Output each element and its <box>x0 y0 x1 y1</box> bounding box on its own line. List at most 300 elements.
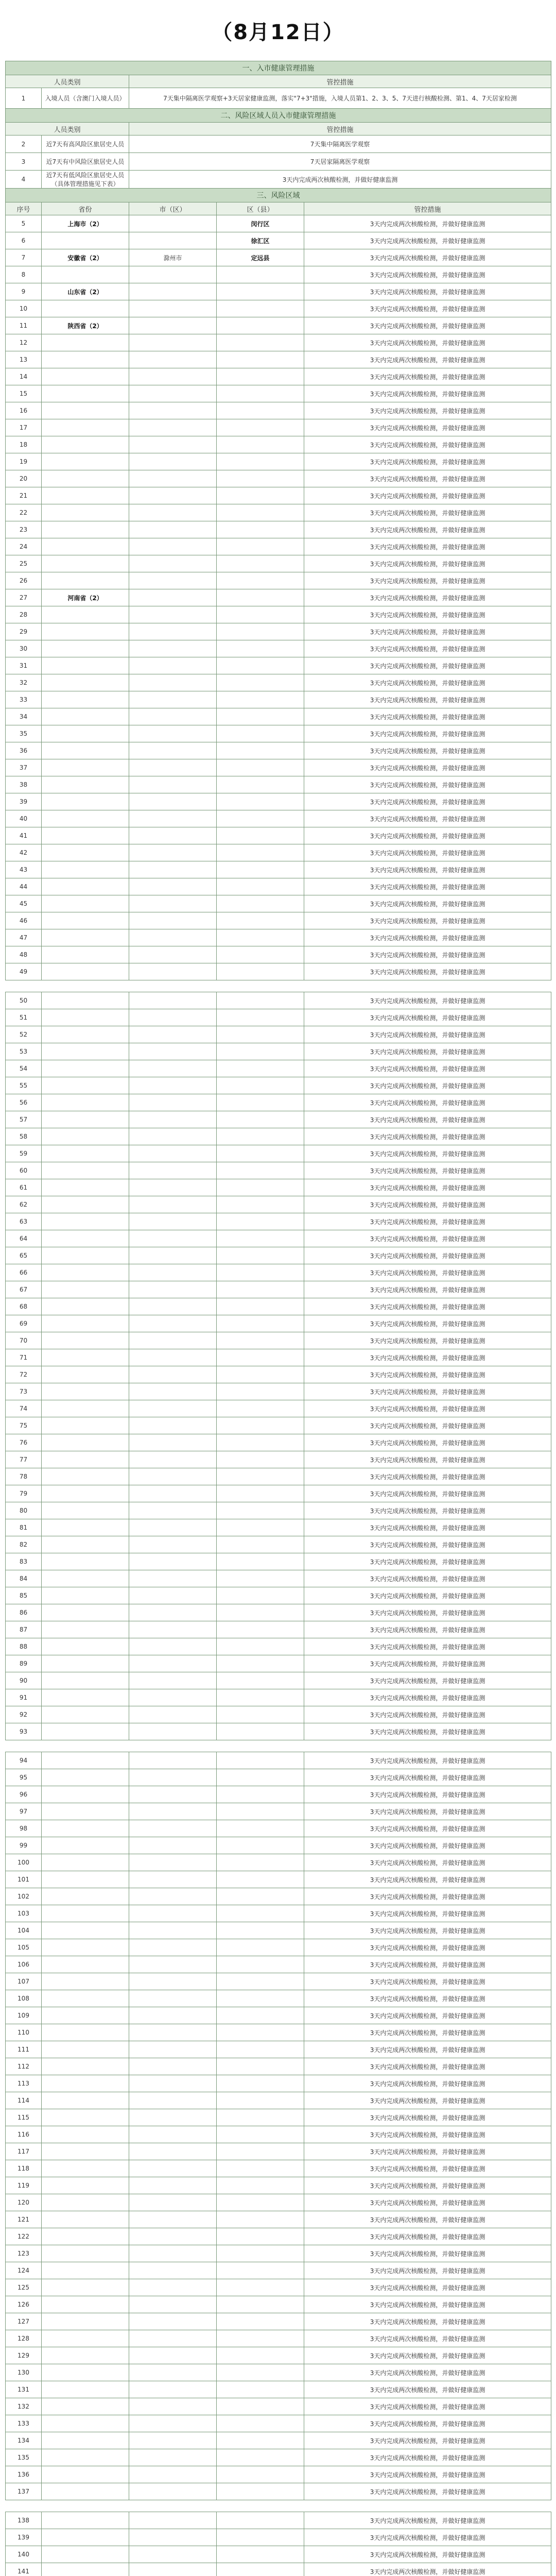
row-index: 136 <box>6 2466 42 2483</box>
table-row <box>6 963 551 980</box>
control-measure: 3天内完成两次核酸检测，并做好健康监测 <box>304 470 551 487</box>
district <box>217 1905 304 1922</box>
table-row <box>6 2007 551 2024</box>
row-index: 4 <box>6 171 42 189</box>
province <box>42 2432 129 2449</box>
control-measure: 3天内完成两次核酸检测，并做好健康监测 <box>304 946 551 963</box>
control-measure: 3天内完成两次核酸检测，并做好健康监测 <box>304 1468 551 1485</box>
table-row <box>6 1956 551 1973</box>
control-measure: 7天居家隔离医学观察 <box>129 153 551 171</box>
district <box>217 1723 304 1740</box>
province <box>42 2512 129 2529</box>
control-measure: 3天内完成两次核酸检测，并做好健康监测 <box>304 1060 551 1077</box>
row-index: 93 <box>6 1723 42 1740</box>
province <box>42 827 129 844</box>
city <box>129 538 217 555</box>
city <box>129 657 217 674</box>
table-row <box>6 1905 551 1922</box>
table-row <box>6 1723 551 1740</box>
control-measure: 3天内完成两次核酸检测，并做好健康监测 <box>304 1570 551 1587</box>
row-index: 59 <box>6 1145 42 1162</box>
province <box>42 334 129 351</box>
row-index: 133 <box>6 2415 42 2432</box>
table-row <box>6 1854 551 1871</box>
province <box>42 2415 129 2432</box>
row-index: 55 <box>6 1077 42 1094</box>
row-index: 48 <box>6 946 42 963</box>
province <box>42 1769 129 1786</box>
table-row <box>6 2529 551 2546</box>
district <box>217 1769 304 1786</box>
table-row <box>6 742 551 759</box>
district <box>217 1621 304 1638</box>
row-index: 13 <box>6 351 42 368</box>
row-index: 37 <box>6 759 42 776</box>
province <box>42 640 129 657</box>
city <box>129 215 217 232</box>
row-index: 23 <box>6 521 42 538</box>
row-index: 50 <box>6 992 42 1009</box>
control-measure: 3天内完成两次核酸检测，并做好健康监测 <box>304 1196 551 1213</box>
province <box>42 2466 129 2483</box>
province <box>42 1672 129 1689</box>
row-index: 138 <box>6 2512 42 2529</box>
province <box>42 1196 129 1213</box>
table-row <box>6 2092 551 2109</box>
section-label: 三、风险区域 <box>6 189 551 202</box>
district <box>217 691 304 708</box>
city <box>129 1604 217 1621</box>
city <box>129 1655 217 1672</box>
control-measure: 7天集中隔离医学观察+3天居家健康监测，落实"7+3"措施，入境人员第1、2、3、5、7天进行核酸检测、第1、4、7天居家检测 <box>129 88 551 109</box>
column-header: 省份 <box>42 202 129 215</box>
row-index: 90 <box>6 1672 42 1689</box>
row-index: 117 <box>6 2143 42 2160</box>
district <box>217 402 304 419</box>
row-index: 14 <box>6 368 42 385</box>
table-row <box>6 776 551 793</box>
control-measure: 3天内完成两次核酸检测，并做好健康监测 <box>304 2432 551 2449</box>
control-measure: 3天内完成两次核酸检测，并做好健康监测 <box>304 1502 551 1519</box>
city <box>129 2364 217 2381</box>
province <box>42 2381 129 2398</box>
province <box>42 1111 129 1128</box>
control-measure: 3天内完成两次核酸检测，并做好健康监测 <box>304 1349 551 1366</box>
control-measure: 3天内完成两次核酸检测，并做好健康监测 <box>304 1752 551 1769</box>
district <box>217 1752 304 1769</box>
control-measure: 3天内完成两次核酸检测，并做好健康监测 <box>304 2075 551 2092</box>
province <box>42 2364 129 2381</box>
province <box>42 1706 129 1723</box>
column-header-row <box>6 75 551 88</box>
gap-cell <box>6 2500 551 2512</box>
district <box>217 1196 304 1213</box>
control-measure: 3天内完成两次核酸检测，并做好健康监测 <box>304 300 551 317</box>
row-index: 9 <box>6 283 42 300</box>
district <box>217 742 304 759</box>
page-gap <box>6 1740 551 1752</box>
district <box>217 963 304 980</box>
province <box>42 1973 129 1990</box>
district <box>217 521 304 538</box>
district <box>217 2024 304 2041</box>
control-measure: 3天内完成两次核酸检测，并做好健康监测 <box>304 2211 551 2228</box>
city <box>129 2177 217 2194</box>
city <box>129 2398 217 2415</box>
city <box>129 368 217 385</box>
table-row <box>6 1060 551 1077</box>
control-measure: 3天内完成两次核酸检测，并做好健康监测 <box>304 895 551 912</box>
page-gap <box>6 980 551 992</box>
row-index: 74 <box>6 1400 42 1417</box>
table-row <box>6 2143 551 2160</box>
district <box>217 2143 304 2160</box>
city <box>129 606 217 623</box>
city <box>129 572 217 589</box>
city <box>129 1536 217 1553</box>
province <box>42 1060 129 1077</box>
table-row <box>6 470 551 487</box>
table-row <box>6 1383 551 1400</box>
control-measure: 3天内完成两次核酸检测，并做好健康监测 <box>304 1519 551 1536</box>
person-category: 入境人员（含澳门入境人员） <box>42 88 129 109</box>
row-index: 107 <box>6 1973 42 1990</box>
row-index: 44 <box>6 878 42 895</box>
district <box>217 2228 304 2245</box>
table-row <box>6 2109 551 2126</box>
province: 上海市（2） <box>42 215 129 232</box>
city <box>129 1973 217 1990</box>
province <box>42 436 129 453</box>
table-row <box>6 1434 551 1451</box>
control-measure: 3天内完成两次核酸检测，并做好健康监测 <box>304 2546 551 2563</box>
control-measure: 3天内完成两次核酸检测，并做好健康监测 <box>304 436 551 453</box>
province <box>42 1434 129 1451</box>
province: 陕西省（2） <box>42 317 129 334</box>
district <box>217 453 304 470</box>
table-row <box>6 1043 551 1060</box>
district <box>217 2313 304 2330</box>
city <box>129 2546 217 2563</box>
province <box>42 2143 129 2160</box>
row-index: 119 <box>6 2177 42 2194</box>
province: 河南省（2） <box>42 589 129 606</box>
city <box>129 912 217 929</box>
province <box>42 623 129 640</box>
control-measure: 3天内完成两次核酸检测，并做好健康监测 <box>304 623 551 640</box>
table-row <box>6 1803 551 1820</box>
control-measure: 3天内完成两次核酸检测，并做好健康监测 <box>304 266 551 283</box>
row-index: 6 <box>6 232 42 249</box>
row-index: 19 <box>6 453 42 470</box>
district <box>217 2347 304 2364</box>
district <box>217 1604 304 1621</box>
table-row <box>6 2126 551 2143</box>
control-measure: 3天内完成两次核酸检测，并做好健康监测 <box>304 1604 551 1621</box>
table-row <box>6 402 551 419</box>
province <box>42 1536 129 1553</box>
row-index: 2 <box>6 135 42 153</box>
province <box>42 2041 129 2058</box>
row-index: 88 <box>6 1638 42 1655</box>
control-measure: 3天内完成两次核酸检测，并做好健康监测 <box>304 521 551 538</box>
district <box>217 1689 304 1706</box>
province <box>42 1939 129 1956</box>
row-index: 35 <box>6 725 42 742</box>
district <box>217 538 304 555</box>
province <box>42 232 129 249</box>
row-index: 92 <box>6 1706 42 1723</box>
control-measure: 3天内完成两次核酸检测，并做好健康监测 <box>304 283 551 300</box>
district <box>217 1332 304 1349</box>
district <box>217 419 304 436</box>
district <box>217 1145 304 1162</box>
district <box>217 1434 304 1451</box>
province <box>42 1854 129 1871</box>
row-index: 75 <box>6 1417 42 1434</box>
city <box>129 2126 217 2143</box>
row-index: 60 <box>6 1162 42 1179</box>
district <box>217 2512 304 2529</box>
district <box>217 555 304 572</box>
province <box>42 1145 129 1162</box>
row-index: 128 <box>6 2330 42 2347</box>
row-index: 33 <box>6 691 42 708</box>
table-row <box>6 1706 551 1723</box>
city <box>129 2313 217 2330</box>
district <box>217 1400 304 1417</box>
city <box>129 266 217 283</box>
province <box>42 1349 129 1366</box>
province <box>42 572 129 589</box>
table-row <box>6 810 551 827</box>
province <box>42 793 129 810</box>
table-row <box>6 334 551 351</box>
table-row <box>6 2228 551 2245</box>
city <box>129 1570 217 1587</box>
section-header-row <box>6 61 551 75</box>
city <box>129 1905 217 1922</box>
district <box>217 1706 304 1723</box>
row-index: 47 <box>6 929 42 946</box>
section-header-row <box>6 109 551 123</box>
city <box>129 2024 217 2041</box>
table-row <box>6 1162 551 1179</box>
table-row <box>6 300 551 317</box>
table-row <box>6 912 551 929</box>
province <box>42 2160 129 2177</box>
table-row <box>6 2194 551 2211</box>
table-row <box>6 2330 551 2347</box>
row-index: 62 <box>6 1196 42 1213</box>
row-index: 87 <box>6 1621 42 1638</box>
table-row <box>6 1871 551 1888</box>
province <box>42 538 129 555</box>
table-row <box>6 844 551 861</box>
district <box>217 2007 304 2024</box>
province <box>42 1451 129 1468</box>
row-index: 68 <box>6 1298 42 1315</box>
control-measure: 3天内完成两次核酸检测，并做好健康监测 <box>304 2529 551 2546</box>
row-index: 58 <box>6 1128 42 1145</box>
city <box>129 385 217 402</box>
province <box>42 2347 129 2364</box>
table-row <box>6 1672 551 1689</box>
row-index: 127 <box>6 2313 42 2330</box>
province <box>42 1383 129 1400</box>
row-index: 112 <box>6 2058 42 2075</box>
district <box>217 317 304 334</box>
row-index: 73 <box>6 1383 42 1400</box>
city <box>129 793 217 810</box>
table-row <box>6 2483 551 2500</box>
row-index: 28 <box>6 606 42 623</box>
province <box>42 2529 129 2546</box>
district <box>217 2211 304 2228</box>
control-measure: 3天内完成两次核酸检测，并做好健康监测 <box>304 992 551 1009</box>
control-measure: 3天内完成两次核酸检测，并做好健康监测 <box>304 1145 551 1162</box>
row-index: 132 <box>6 2398 42 2415</box>
table-row <box>6 1213 551 1230</box>
control-measure: 3天内完成两次核酸检测，并做好健康监测 <box>304 1247 551 1264</box>
city <box>129 878 217 895</box>
control-measure: 3天内完成两次核酸检测，并做好健康监测 <box>304 368 551 385</box>
province <box>42 946 129 963</box>
table-row <box>6 1264 551 1281</box>
district <box>217 1366 304 1383</box>
row-index: 94 <box>6 1752 42 1769</box>
row-index: 131 <box>6 2381 42 2398</box>
province <box>42 1519 129 1536</box>
table-row <box>6 1145 551 1162</box>
column-header-row <box>6 123 551 135</box>
district <box>217 827 304 844</box>
district <box>217 1672 304 1689</box>
control-measure: 3天内完成两次核酸检测，并做好健康监测 <box>304 1230 551 1247</box>
control-measure: 3天内完成两次核酸检测，并做好健康监测 <box>304 2330 551 2347</box>
city <box>129 232 217 249</box>
column-header: 人员类别 <box>6 75 129 88</box>
control-measure: 3天内完成两次核酸检测，并做好健康监测 <box>304 1111 551 1128</box>
control-measure: 3天内完成两次核酸检测，并做好健康监测 <box>304 1485 551 1502</box>
province <box>42 1298 129 1315</box>
row-index: 139 <box>6 2529 42 2546</box>
table-row <box>6 1604 551 1621</box>
province <box>42 861 129 878</box>
row-index: 12 <box>6 334 42 351</box>
city <box>129 1451 217 1468</box>
table-row <box>6 1468 551 1485</box>
control-measure: 3天内完成两次核酸检测，并做好健康监测 <box>304 2143 551 2160</box>
control-measure: 3天内完成两次核酸检测，并做好健康监测 <box>304 657 551 674</box>
city <box>129 946 217 963</box>
city <box>129 2041 217 2058</box>
control-measure: 3天内完成两次核酸检测，并做好健康监测 <box>304 589 551 606</box>
table-row <box>6 1196 551 1213</box>
city <box>129 1871 217 1888</box>
table-row <box>6 1349 551 1366</box>
city <box>129 589 217 606</box>
district <box>217 623 304 640</box>
province <box>42 2262 129 2279</box>
province <box>42 742 129 759</box>
province <box>42 2126 129 2143</box>
control-measure: 3天内完成两次核酸检测，并做好健康监测 <box>304 1315 551 1332</box>
row-index: 7 <box>6 249 42 266</box>
control-measure: 3天内完成两次核酸检测，并做好健康监测 <box>304 334 551 351</box>
district <box>217 2075 304 2092</box>
district <box>217 1502 304 1519</box>
control-measure: 3天内完成两次核酸检测，并做好健康监测 <box>304 2228 551 2245</box>
district <box>217 844 304 861</box>
control-measure: 3天内完成两次核酸检测，并做好健康监测 <box>304 2398 551 2415</box>
row-index: 5 <box>6 215 42 232</box>
city <box>129 1332 217 1349</box>
province <box>42 2245 129 2262</box>
control-measure: 3天内完成两次核酸检测，并做好健康监测 <box>304 1723 551 1740</box>
district <box>217 2330 304 2347</box>
province <box>42 1837 129 1854</box>
control-measure: 3天内完成两次核酸检测，并做好健康监测 <box>304 2194 551 2211</box>
control-measure: 3天内完成两次核酸检测，并做好健康监测 <box>304 1162 551 1179</box>
policy-table <box>5 61 551 2576</box>
district <box>217 2194 304 2211</box>
province <box>42 2194 129 2211</box>
control-measure: 3天内完成两次核酸检测，并做好健康监测 <box>304 759 551 776</box>
district <box>217 1638 304 1655</box>
table-row <box>6 453 551 470</box>
district <box>217 2398 304 2415</box>
district <box>217 572 304 589</box>
city <box>129 2347 217 2364</box>
control-measure: 3天内完成两次核酸检测，并做好健康监测 <box>304 1043 551 1060</box>
row-index: 79 <box>6 1485 42 1502</box>
province <box>42 1990 129 2007</box>
city <box>129 2075 217 2092</box>
row-index: 72 <box>6 1366 42 1383</box>
city <box>129 810 217 827</box>
district <box>217 793 304 810</box>
row-index: 78 <box>6 1468 42 1485</box>
province <box>42 1094 129 1111</box>
row-index: 54 <box>6 1060 42 1077</box>
province <box>42 1871 129 1888</box>
district <box>217 2245 304 2262</box>
control-measure: 3天内完成两次核酸检测，并做好健康监测 <box>304 1803 551 1820</box>
row-index: 29 <box>6 623 42 640</box>
row-index: 46 <box>6 912 42 929</box>
row-index: 20 <box>6 470 42 487</box>
city <box>129 1990 217 2007</box>
district <box>217 1973 304 1990</box>
province <box>42 1655 129 1672</box>
city <box>129 1854 217 1871</box>
control-measure: 3天内完成两次核酸检测，并做好健康监测 <box>304 2466 551 2483</box>
control-measure: 3天内完成两次核酸检测，并做好健康监测 <box>304 640 551 657</box>
province <box>42 1009 129 1026</box>
province <box>42 1281 129 1298</box>
table-row <box>6 215 551 232</box>
table-row <box>6 1315 551 1332</box>
row-index: 27 <box>6 589 42 606</box>
control-measure: 3天内完成两次核酸检测，并做好健康监测 <box>304 1077 551 1094</box>
row-index: 10 <box>6 300 42 317</box>
table-row <box>6 153 551 171</box>
province <box>42 708 129 725</box>
control-measure: 3天内完成两次核酸检测，并做好健康监测 <box>304 2262 551 2279</box>
province <box>42 1230 129 1247</box>
province <box>42 1905 129 1922</box>
